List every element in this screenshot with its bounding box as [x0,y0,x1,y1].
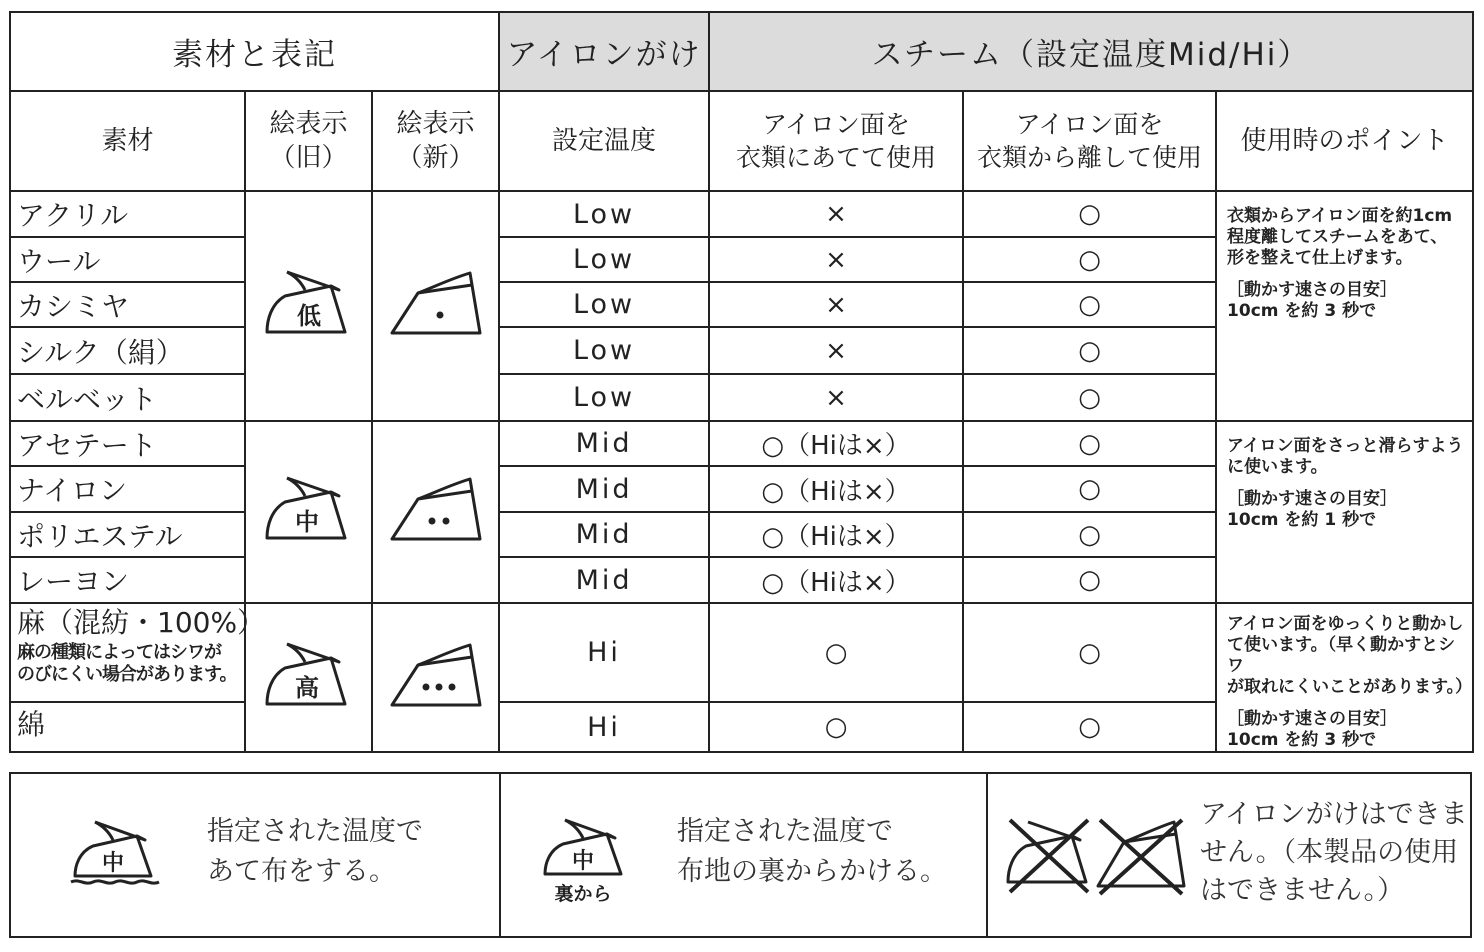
legend-item-press-cloth [11,774,499,936]
no-ironing-old-icon [1002,814,1094,898]
legend-text-line: 布地の裏からかける。 [677,856,947,887]
steam-away-value: ○ [963,603,1216,702]
steam-away-value: ○ [963,191,1216,237]
guide-value: 10cm を約 3 秒で [1227,301,1377,321]
header-steam: スチーム（設定温度Mid/Hi） [709,12,1473,91]
temp-dot [436,312,443,319]
header-materials-and-labels: 素材と表記 [10,12,499,91]
material-acetate: アセテート [10,421,245,466]
tip-line: に使います。 [1227,457,1328,477]
iron-mid-old-icon [261,470,357,550]
material-acrylic: アクリル [10,191,245,237]
steam-away-value: ○ [963,557,1216,603]
material-polyester: ポリエステル [10,512,245,557]
legend-text-line: アイロンがけはできま [1200,799,1468,830]
iron-reverse-side-icon [539,814,631,910]
steam-contact-value: × [709,374,963,421]
tip-line: 衣類からアイロン面を約1cm [1227,206,1453,226]
material-linen-note: のびにくい場合があります。 [17,664,237,685]
iron-one-dot-new-icon [388,269,484,339]
steam-contact-value: ○（Hiは×） [709,421,963,466]
temp-dot [442,518,449,525]
steam-contact-line2: 衣類にあてて使用 [736,143,937,172]
no-ironing-new-icon [1094,814,1186,898]
material-rayon: レーヨン [10,557,245,603]
material-cashmere: カシミヤ [10,282,245,327]
legend-text-line: あて布をする。 [207,856,396,887]
tip-line: 形を整えて仕上げます。 [1227,248,1413,268]
tip-line: て使います。（早く動かすとシワ [1227,635,1456,676]
steam-contact-value: ○（Hiは×） [709,557,963,603]
legend-text-line: せん。（本製品の使用 [1200,837,1459,868]
temp-value: Low [499,327,709,374]
legend-text-line: はできません。） [1200,875,1405,906]
tip-line: 程度離してスチームをあて、 [1227,227,1448,247]
old-icon-label: 低 [296,302,321,330]
steam-contact-value: × [709,282,963,327]
legend-text-no-ironing [1200,796,1468,910]
old-label-cell-low [245,191,372,421]
steam-contact-value: × [709,237,963,282]
iron-hi-old-icon [261,636,357,716]
temp-value: Low [499,191,709,237]
temp-dot [448,683,455,690]
temp-dot [435,683,442,690]
steam-away-value: ○ [963,327,1216,374]
temp-value: Low [499,282,709,327]
old-label-cell-mid [245,421,372,603]
tips-cell-low [1216,191,1473,421]
tip-line: アイロン面をゆっくりと動かし [1227,614,1464,634]
ironing-guide-table [9,11,1474,753]
column-header-steam-contact [709,91,963,191]
steam-contact-value: ○ [709,702,963,752]
steam-away-line1: アイロン面を [1015,110,1164,139]
tips-cell-mid [1216,421,1473,603]
label-old-line2: （旧） [269,143,348,173]
guide-value: 10cm を約 3 秒で [1227,730,1377,750]
steam-away-value: ○ [963,237,1216,282]
new-label-cell-low [372,191,499,421]
iron-with-press-cloth-icon [69,816,161,896]
table-row [10,603,1473,702]
table-row [10,421,1473,466]
iron-low-old-icon [261,264,357,344]
column-header-material: 素材 [10,91,245,191]
material-nylon: ナイロン [10,466,245,512]
steam-contact-value: × [709,191,963,237]
temp-value: Hi [499,603,709,702]
tip-line: アイロン面をさっと滑らすよう [1227,436,1464,456]
new-label-cell-hi [372,603,499,752]
temp-dot [428,518,435,525]
material-cotton: 綿 [10,702,245,752]
guide-value: 10cm を約 1 秒で [1227,510,1377,530]
new-label-cell-mid [372,421,499,603]
steam-away-line2: 衣類から離して使用 [977,143,1203,172]
label-new-line1: 絵表示 [396,109,475,139]
legend-text-line: 指定された温度で [207,816,423,847]
steam-contact-value: × [709,327,963,374]
steam-away-value: ○ [963,512,1216,557]
guide-title: ［動かす速さの目安］ [1227,280,1398,300]
steam-contact-line1: アイロン面を [762,110,910,139]
old-icon-label: 高 [294,673,319,702]
material-linen [10,603,266,702]
material-linen-name: 麻（混紡・100%） [17,606,266,639]
column-header-label-new [372,91,499,191]
legend-text-press-cloth [207,812,423,892]
tip-line: が取れにくいことがあります。） [1227,677,1473,697]
legend-icon-label: 中 [571,849,595,874]
steam-away-value: ○ [963,374,1216,421]
column-header-set-temp: 設定温度 [499,91,709,191]
temp-dot [422,683,429,690]
temp-value: Mid [499,512,709,557]
iron-two-dot-new-icon [388,475,484,545]
steam-contact-value: ○（Hiは×） [709,466,963,512]
material-linen-note: 麻の種類によってはシワが [17,642,221,663]
temp-value: Hi [499,702,709,752]
temp-value: Low [499,374,709,421]
column-header-label-old [245,91,372,191]
steam-away-value: ○ [963,702,1216,752]
legend-text-line: 指定された温度で [677,816,893,847]
steam-away-value: ○ [963,282,1216,327]
legend-item-no-ironing [986,774,1470,936]
label-old-line1: 絵表示 [269,109,348,139]
legend-text-reverse-side [677,812,947,892]
material-silk: シルク（絹） [10,327,245,374]
column-header-tips: 使用時のポイント [1216,91,1473,191]
legend-item-reverse-side [499,774,986,936]
column-header-steam-away [963,91,1216,191]
temp-value: Low [499,237,709,282]
steam-away-value: ○ [963,466,1216,512]
steam-contact-value: ○（Hiは×） [709,512,963,557]
legend-panel [9,772,1472,938]
label-new-line2: （新） [396,143,475,173]
guide-title: ［動かす速さの目安］ [1227,709,1398,729]
guide-title: ［動かす速さの目安］ [1227,489,1398,509]
legend-icon-sublabel: 裏から [554,883,612,905]
temp-value: Mid [499,466,709,512]
steam-away-value: ○ [963,421,1216,466]
table-row [10,191,1473,237]
header-ironing: アイロンがけ [499,12,709,91]
material-wool: ウール [10,237,245,282]
legend-icon-label: 中 [101,851,125,876]
temp-value: Mid [499,421,709,466]
old-icon-label: 中 [294,508,319,536]
material-velvet: ベルベット [10,374,245,421]
iron-three-dot-new-icon [388,641,484,711]
tips-cell-hi [1216,603,1473,752]
steam-contact-value: ○ [709,603,963,702]
temp-value: Mid [499,557,709,603]
